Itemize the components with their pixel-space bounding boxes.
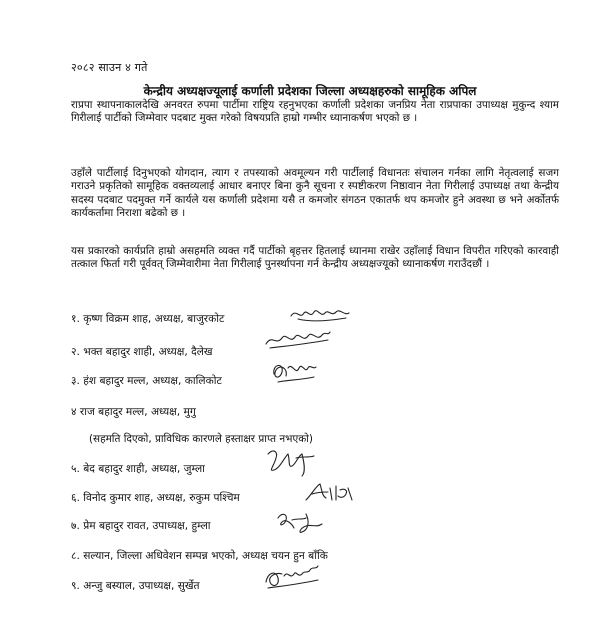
paragraph-3: यस प्रकारको कार्यप्रति हाम्रो असहमति व्यक्त गर्दै पार्टीको बृहत्तर हितलाई ध्यानमा राखेर उहाँलाई विधान विपरीत गरिएको कारवाही तत्काल फिर्ता गरी पूर्ववत् जिम्मेवारीमा नेता गिरीलाई पुनर्स्थापना गर्न केन्द्रीय अध्यक्षज्यूको ध्यानाकर्षण गराउँदछौं । [71, 245, 559, 271]
signature-1 [288, 304, 354, 326]
signatory-8: ८. सल्यान, जिल्ला अधिवेशन सम्पन्न भएको, अध्यक्ष चयन हुन बाँकि [71, 550, 328, 562]
letter-title: केन्द्रीय अध्यक्षज्यूलाई कर्णाली प्रदेशका जिल्ला अध्यक्षहरुको सामूहिक अपिल [143, 84, 477, 98]
signature-5 [262, 446, 318, 480]
signatory-7: ७. प्रेम बहादुर रावत, उपाध्यक्ष, हुम्ला [71, 520, 211, 532]
signatory-1: १. कृष्ण विक्रम शाह, अध्यक्ष, बाजुरकोट [71, 313, 225, 325]
signatory-2: २. भक्त बहादुर शाही, अध्यक्ष, दैलेख [71, 346, 213, 358]
signature-7 [272, 508, 328, 536]
signatory-5: ५. बेद बहादुर शाही, अध्यक्ष, जुम्ला [71, 463, 205, 475]
signature-6 [302, 480, 356, 506]
signatory-3: ३. हंश बहादुर मल्ल, अध्यक्ष, कालिकोट [71, 375, 222, 387]
signature-9 [260, 560, 322, 594]
signatory-4-note: (सहमति दिएको, प्राविधिक कारणले हस्ताक्षर प्राप्त नभएको) [89, 433, 313, 445]
signatory-9: ९. अन्जु बस्याल, उपाध्यक्ष, सुर्खेत [71, 580, 200, 592]
letter-date: २०८२ साउन ४ गते [71, 61, 148, 74]
signature-2 [262, 326, 334, 352]
signatory-4: ४ राज बहादुर मल्ल, अध्यक्ष, मुगु [71, 406, 196, 418]
paragraph-2: उहाँले पार्टीलाई दिनुभएको योगदान, त्याग र तपस्याको अवमूल्यन गरी पार्टीलाई विधानतः संचालन गर्नका लागि नेतृत्वलाई सजग गराउने प्रकृतिको सामूहिक वक्तव्यलाई आधार बनाएर बिना कुनै सूचना र स्पष्टीकरण निष्ठावान नेता गिरीलाई उपाध्यक्ष तथा केन्द्रीय सदस्य पदबाट पदमुक्त गर्ने कार्यले यस कर्णाली प्रदेशमा यसै त कमजोर संगठन एकातर्फ थप कमजोर हुने अवस्था छ भने अर्कोतर्फ कार्यकर्तामा निराशा बढेको छ । [71, 167, 559, 220]
signature-3 [268, 358, 320, 386]
paragraph-1: राप्रपा स्थापनाकालदेखि अनवरत रुपमा पार्टीमा राष्ट्रिय रहनुभएका कर्णाली प्रदेशका जनप्रिय नेता राप्रपाका उपाध्यक्ष मुकुन्द श्याम गिरीलाई पार्टीको जिम्मेवार पदबाट मुक्त गरेको विषयप्रति हाम्रो गम्भीर ध्यानाकर्षण भएको छ । [71, 99, 559, 125]
signatory-6: ६. विनोद कुमार शाह, अध्यक्ष, रुकुम पश्चिम [71, 492, 240, 504]
